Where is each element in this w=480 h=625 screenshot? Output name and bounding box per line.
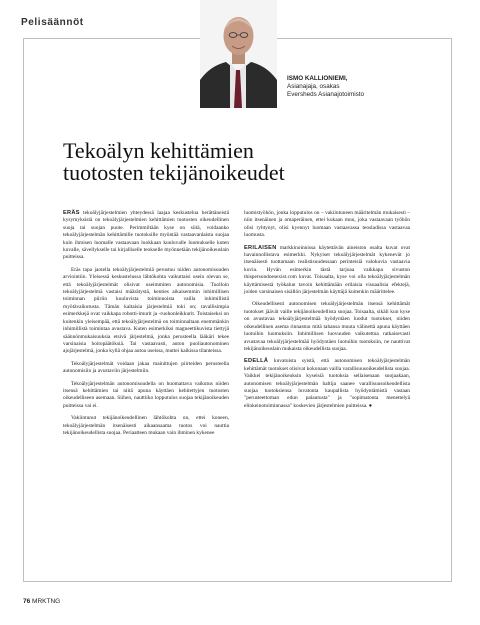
paragraph bbox=[63, 210, 229, 262]
paragraph bbox=[244, 358, 410, 410]
author-name: ISMO KALLIONIEMI, bbox=[287, 75, 348, 82]
paragraph-text: tekoälyjärjestelmien yhteydessä laajaa keskustelua herättäneistä kysymyksistä on tekoälyjärjestelmien kehittämien tuotosten oikeudellinen suoja tai suojan puute. Perimmiltään kyse on siitä, voidaanko tekoälyjärjestelmän kehittämille tuotoksille myöntää vastaavanlaista suojaa kuin ihmisen luomalle vastaavaan luokkaan kuuluvalle luomukselle kuten kuvalle, sävellykselle tai kirjalliselle teokselle myönnetään tekijänoikeuslain puitteissa. bbox=[63, 210, 229, 261]
author-role: Asianajaja, osakas bbox=[287, 83, 340, 90]
author-portrait-illustration bbox=[200, 0, 277, 108]
magazine-name: MRKTNG bbox=[32, 598, 61, 605]
paragraph: Oikeudellisesti autonomisen tekoälyjärjestelmän itsensä kehittämät tuotokset jäävät vaille tekijänoikeudellista suojaa. Toisaalta, sikäli kun kyse on avustavaa tekoälyjärjestelmää hyödyntäen luodut tuotokset, niiden oikeudellinen asema rinnastuu mitä tahansa muuta välinettä apuna käyttäen luotuihin luomuksiin. Inhimillisen luovuuden vaikutettua ratkaisevasti avustavaa tekoälyjärjestelmää hyödyntäen luotuihin tuotoksiin, ne nauttivat tekijänoikeuslain mukaista oikeudellista suojaa. bbox=[244, 301, 410, 352]
article-title-line-2: tuotosten tekijänoikeudet bbox=[63, 160, 285, 185]
article-column-left bbox=[63, 210, 229, 442]
author-byline bbox=[287, 75, 364, 99]
page-number: 76 bbox=[23, 598, 31, 605]
lead-keyword: ERILAISEN bbox=[244, 244, 277, 251]
section-label: Pelisäännöt bbox=[21, 17, 84, 28]
author-portrait bbox=[200, 0, 277, 108]
author-firm: Eversheds Asianajotoimisto bbox=[287, 91, 365, 98]
article-title bbox=[63, 140, 285, 184]
paragraph-text: kuvatuista syistä, että autonomisen tekoälyjärjestelmän kehittämät tuotokset olisivat kokonaan vailla varallisuusoikeudellista suojaa. Vaikkei tekijänoikeuksin kyseisiä tuotoksia sellaisenaan suojaakaan, autonomisen tekoälyjärjestelmän haltija saanee varallisuusoikeudellista suojaa tuotoksiensa luvatonta kaupallista hyödyntämistä vastaan "perusteettoman edun palautusta" ja "sopimatonta menettelyä elinkeinotoiminnassa" koskevien järjestelmien puitteissa. ● bbox=[244, 358, 410, 409]
paragraph: Tekoälyjärjestelmät voidaan jakaa mainittujen piirteiden perusteella autonomisiin ja avustaviin järjestelmiin. bbox=[63, 360, 229, 375]
paragraph: Tekoälyjärjestelmän autonomisuudella on huomattava vaikutus niiden itsensä kehittämien tai niitä apuna käyttäen kehitettyjen tuotosten oikeudelliseen asemaan. Siihen, nauttiiko lopputulos suojaa tekijänoikeuden puitteissa vai ei. bbox=[63, 380, 229, 409]
article-column-right bbox=[244, 210, 410, 415]
paragraph: Vakiintunut tekijänoikeudellinen lähtökohta on, ettei koneen, tekoälyjärjestelmän itsenäisesti aikaansaama tuotos voi nauttia tekijänoikeudellista suojaa. Periaatteen mukaan vain ihminen kykenee bbox=[63, 415, 229, 436]
article-title-line-1: Tekoälyn kehittämien bbox=[63, 138, 254, 163]
lead-keyword: EDELLÄ bbox=[244, 358, 269, 365]
paragraph-text: markkinoinnissa käytettävän aineiston osalta kuvat ovat havainnollistava esimerkki. Nykyiset tekoälyjärjestelmät kykenevät jo itsenäisesti tuottamaan realistisuudessaan perinteisiä valokuvia vastaavia kuvia. Hyvän esimerkin tästä tarjoaa vaikkapa sivuston thispersondoesexist.com kuvat. Toisaalta, kyse voi olla tekoälyjärjestelmän käyttämisestä työkalun tavoin kehittämään erilaisia visuaalisia efektejä, joiden varsinaisen sisällön järjestelmän käyttäjä kuitenkin määrittelee. bbox=[244, 244, 410, 296]
paragraph bbox=[244, 245, 410, 297]
page-folio bbox=[23, 598, 60, 605]
paragraph: luomistyöhön, jonka lopputulos on – vakiintuneen määritelmän mukaisesti – niin itsenäinen ja omaperäinen, ettei kukaan muu, joka vastaavaan työhön olisi ryhtynyt, olisi kyennyt luomaan vastaavassa teosladissa vastaavaa luomusta. bbox=[244, 210, 410, 239]
paragraph: Eräs tapa jaotella tekoälyjärjestelmiä perustuu niiden autonomisuuden arviointiin. Yleisessä keskustelussa lähtökohta vaikuttaisi usein olevan se, että tekoälyjärjestelmät olisivat useimmiten autonomisia. Tuolloin tekoälyjärjestelmä vastaisi määrätystä, kenties aikaisemmin inhimillisen toiminnan piiriin kuuluvista toiminnoista vailla inhimillistä myötävaikutusta. Tämän kaltaisia järjestelmiä toki on; tavallisimpia esimerkkejä ovat vaikkapa robotti-imurit ja -ruohonleikkurit. Toistaiseksi on kuitenkin yleisempää, että tekoälyjärjestelmä on toiminnaltaan enemmänkin inhimillistä toimintaa avustava. Kuten esimerkiksi magneettikuvista tiettyjä säännönmukaisuuksia etsivä järjestelmä, jonka perusteella lääkäri tekee varsinaisia hoitopäätöksiä. Tai vastaavasti, auton puoliautonominen ajojärjestelmä, jonka kyllä ohjaa autoa useissa, muttei kaikissa tilanteissa. bbox=[63, 266, 229, 355]
lead-keyword: ERÄS bbox=[63, 210, 80, 216]
